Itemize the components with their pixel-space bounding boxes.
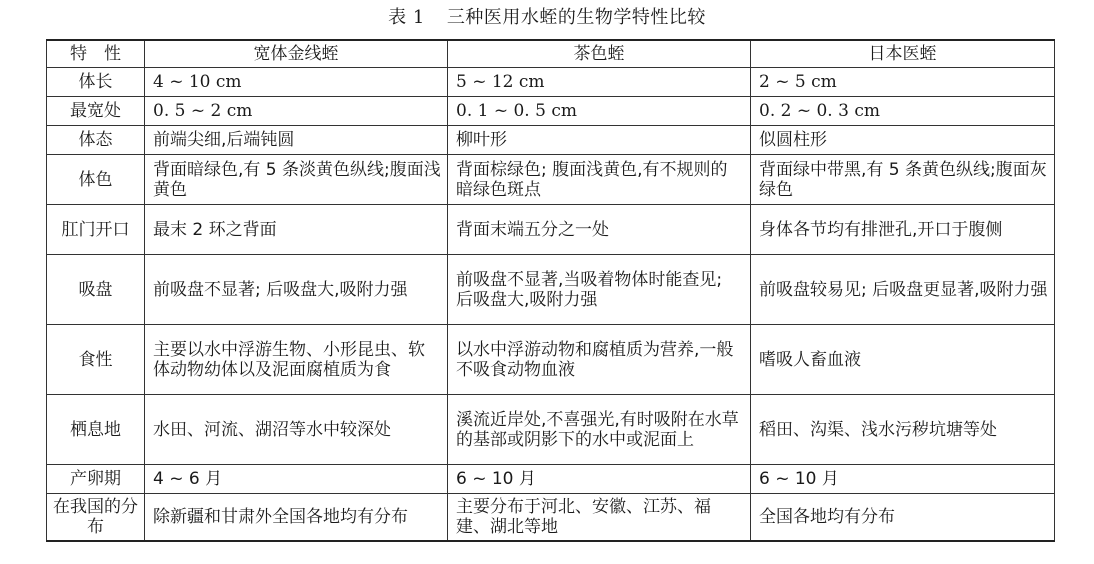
table-cell: 前吸盘不显著; 后吸盘大,吸附力强 [145, 255, 448, 325]
table-cell: 前吸盘较易见; 后吸盘更显著,吸附力强 [751, 255, 1055, 325]
table-row [47, 494, 1055, 541]
table-number: 表 1 [388, 7, 425, 28]
row-label: 体长 [47, 68, 145, 97]
table-cell: 身体各节均有排泄孔,开口于腹侧 [751, 205, 1055, 255]
table-cell: 背面末端五分之一处 [448, 205, 751, 255]
table-row [47, 126, 1055, 155]
table-cell: 嗜吸人畜血液 [751, 325, 1055, 395]
table-cell: 背面棕绿色; 腹面浅黄色,有不规则的暗绿色斑点 [448, 155, 751, 205]
comparison-table [46, 39, 1055, 542]
table-cell: 最末 2 环之背面 [145, 205, 448, 255]
table-row [47, 325, 1055, 395]
table-row [47, 68, 1055, 97]
table-cell: 似圆柱形 [751, 126, 1055, 155]
row-label: 栖息地 [47, 395, 145, 465]
table-row [47, 255, 1055, 325]
table-cell: 水田、河流、湖沼等水中较深处 [145, 395, 448, 465]
table-row [47, 155, 1055, 205]
table-cell: 4 ~ 10 cm [145, 68, 448, 97]
table-cell: 6 ~ 10 月 [751, 465, 1055, 494]
row-label: 肛门开口 [47, 205, 145, 255]
table-row [47, 465, 1055, 494]
row-label: 体色 [47, 155, 145, 205]
table-cell: 0. 5 ~ 2 cm [145, 97, 448, 126]
table-cell: 6 ~ 10 月 [448, 465, 751, 494]
table-cell: 溪流近岸处,不喜强光,有时吸附在水草的基部或阴影下的水中或泥面上 [448, 395, 751, 465]
table-cell: 5 ~ 12 cm [448, 68, 751, 97]
table-cell: 4 ~ 6 月 [145, 465, 448, 494]
table-cell: 背面绿中带黑,有 5 条黄色纵线;腹面灰绿色 [751, 155, 1055, 205]
table-cell: 柳叶形 [448, 126, 751, 155]
table-cell: 背面暗绿色,有 5 条淡黄色纵线;腹面浅黄色 [145, 155, 448, 205]
row-label: 吸盘 [47, 255, 145, 325]
header-species-3: 日本医蛭 [751, 40, 1055, 68]
header-row [47, 40, 1055, 68]
header-attribute: 特 性 [47, 40, 145, 68]
table-cell: 前吸盘不显著,当吸着物体时能查见; 后吸盘大,吸附力强 [448, 255, 751, 325]
header-species-2: 茶色蛭 [448, 40, 751, 68]
table-cell: 0. 2 ~ 0. 3 cm [751, 97, 1055, 126]
table-cell: 除新疆和甘肃外全国各地均有分布 [145, 494, 448, 541]
table-row [47, 205, 1055, 255]
table-cell: 主要分布于河北、安徽、江苏、福建、湖北等地 [448, 494, 751, 541]
table-cell: 全国各地均有分布 [751, 494, 1055, 541]
row-label: 食性 [47, 325, 145, 395]
row-label: 最宽处 [47, 97, 145, 126]
row-label: 产卵期 [47, 465, 145, 494]
table-title: 三种医用水蛭的生物学特性比较 [446, 7, 706, 28]
table-cell: 前端尖细,后端钝圆 [145, 126, 448, 155]
table-row [47, 97, 1055, 126]
header-species-1: 宽体金线蛭 [145, 40, 448, 68]
table-cell: 以水中浮游动物和腐植质为营养,一般不吸食动物血液 [448, 325, 751, 395]
table-cell: 2 ~ 5 cm [751, 68, 1055, 97]
row-label: 在我国的分布 [47, 494, 145, 541]
table-cell: 主要以水中浮游生物、小形昆虫、软体动物幼体以及泥面腐植质为食 [145, 325, 448, 395]
table-cell: 稻田、沟渠、浅水污秽坑塘等处 [751, 395, 1055, 465]
table-caption [0, 6, 1094, 30]
table-cell: 0. 1 ~ 0. 5 cm [448, 97, 751, 126]
table-row [47, 395, 1055, 465]
row-label: 体态 [47, 126, 145, 155]
